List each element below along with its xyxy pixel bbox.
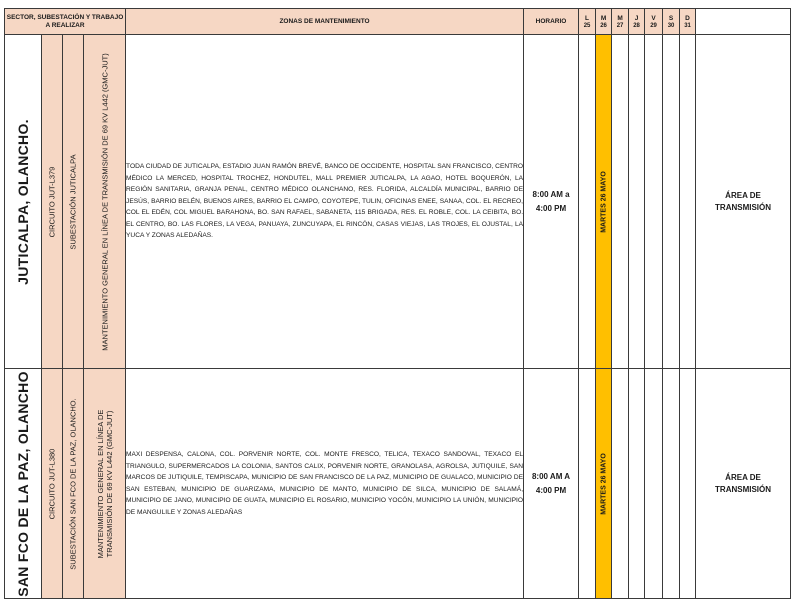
header-day-7: D 31	[680, 9, 696, 35]
sector-cell: SAN FCO DE LA PAZ, OLANCHO	[5, 369, 42, 599]
day-cell	[680, 35, 696, 369]
header-day-6: S 30	[663, 9, 680, 35]
circuito-cell: CIRCUITO JUT-L379	[42, 35, 63, 369]
header-day-2: M 26	[596, 9, 612, 35]
highlighted-day-cell: MARTES 26 MAYO	[596, 369, 612, 599]
zonas-cell: MAXI DESPENSA, CALONA, COL. PORVENIR NORTE, COL. MONTE FRESCO, TELICA, TEXACO SANDOVAL, TEXACO EL TRIANGULO, SUPERMERCADOS LA COLONIA, SANTOS CALIX, PORVENIR NORTE, GRANOLASA, AGROLSA, JUTIQUILE, SAN MARCOS DE JUTIQUILE, TEMPISCAPA, MUNICIPIO DE SAN FRANCISCO DE LA PAZ, MUNICIPIO DE GUALACO, MUNICIPIO DE SAN ESTEBAN, MUNICIPIO DE GUARIZAMA, MUNICIPIO DE MANTO, MUNICIPIO DE SILCA, MUNICIPIO DE SALAMÁ, MUNICIPIO DE JANO, MUNICIPIO DE GUATA, MUNICIPIO EL ROSARIO, MUNICIPIO YOCÓN, MUNICIPIO LA UNIÓN, MUNICIPIO DE MANGULILE Y ZONAS ALEDAÑAS	[126, 369, 524, 599]
day-cell	[645, 369, 663, 599]
highlighted-day-cell: MARTES 26 MAYO	[596, 35, 612, 369]
horario-cell: 8:00 AM A 4:00 PM	[524, 369, 579, 599]
header-day-1: L 25	[579, 9, 596, 35]
zonas-cell: TODA CIUDAD DE JUTICALPA, ESTADIO JUAN RAMÓN BREVÉ, BANCO DE OCCIDENTE, HOSPITAL SAN FRANCISCO, CENTRO MÉDICO LA MERCED, HOSPITAL TROCHEZ, HONDUTEL, MALL PREMIER JUTICALPA, LA AGAO, HOTEL BOQUERÓN, LA REGIÓN SANITARIA, GRANJA PENAL, CENTRO MÉDICO OLANCHANO, RES. FLORIDA, ALCALDÍA MUNICIPAL, BARRIO DE JESÚS, BARRIO BELÉN, BUENOS AIRES, BARRIO EL CAMPO, COYOTEPE, TULIN, OFICINAS ENEE, SANAA, COL. EL RECREO, COL EL EDÉN, COL MIGUEL BARAHONA, BO. SAN RAFAEL, SABANETA, 115 BRIGADA, RES. EL ROBLE, COL. LA CEIBITA, BO. EL CENTRO, BO. LAS FLORES, LA VEGA, PANUAYA, ZUNCUYAPA, EL RINCÓN, CASAS VIEJAS, LAS TROJES, EL OJUSTAL, LA YUCA Y ZONAS ALEDAÑAS.	[126, 35, 524, 369]
header-row	[5, 9, 791, 35]
day-cell	[645, 35, 663, 369]
day-cell	[612, 369, 629, 599]
header-zonas: ZONAS DE MANTENIMIENTO	[126, 9, 524, 35]
day-cell	[680, 369, 696, 599]
header-day-3: M 27	[612, 9, 629, 35]
subestacion-cell: SUBESTACIÓN SAN FCO DE LA PAZ, OLANCHO.	[63, 369, 84, 599]
table-row	[5, 369, 791, 599]
trabajo-cell: MANTENIMIENTO GENERAL EN LÍNEA DE TRANSMISIÓN DE 69 KV L442 (GMC-JUT)	[84, 35, 126, 369]
header-sector: SECTOR, SUBESTACIÓN Y TRABAJO A REALIZAR	[5, 9, 126, 35]
horario-cell: 8:00 AM a 4:00 PM	[524, 35, 579, 369]
subestacion-cell: SUBESTACIÓN JUTICALPA	[63, 35, 84, 369]
trabajo-cell: MANTENIMIENTO GENERAL EN LÍNEA DE TRANSMISIÓN DE 69 KV L442 (GMC-JUT)	[84, 369, 126, 599]
header-horario: HORARIO	[524, 9, 579, 35]
day-cell	[663, 369, 680, 599]
sector-cell: JUTICALPA, OLANCHO.	[5, 35, 42, 369]
header-blank	[696, 9, 791, 35]
day-cell	[663, 35, 680, 369]
area-cell: ÁREA DE TRANSMISIÓN	[696, 35, 791, 369]
day-cell	[629, 35, 645, 369]
table-row	[5, 35, 791, 369]
maintenance-schedule-table	[4, 8, 791, 599]
day-cell	[612, 35, 629, 369]
area-cell: ÁREA DE TRANSMISIÓN	[696, 369, 791, 599]
circuito-cell: CIRCUITO JUT-L380	[42, 369, 63, 599]
day-cell	[579, 369, 596, 599]
header-day-4: J 28	[629, 9, 645, 35]
header-day-5: V 29	[645, 9, 663, 35]
day-cell	[629, 369, 645, 599]
day-cell	[579, 35, 596, 369]
